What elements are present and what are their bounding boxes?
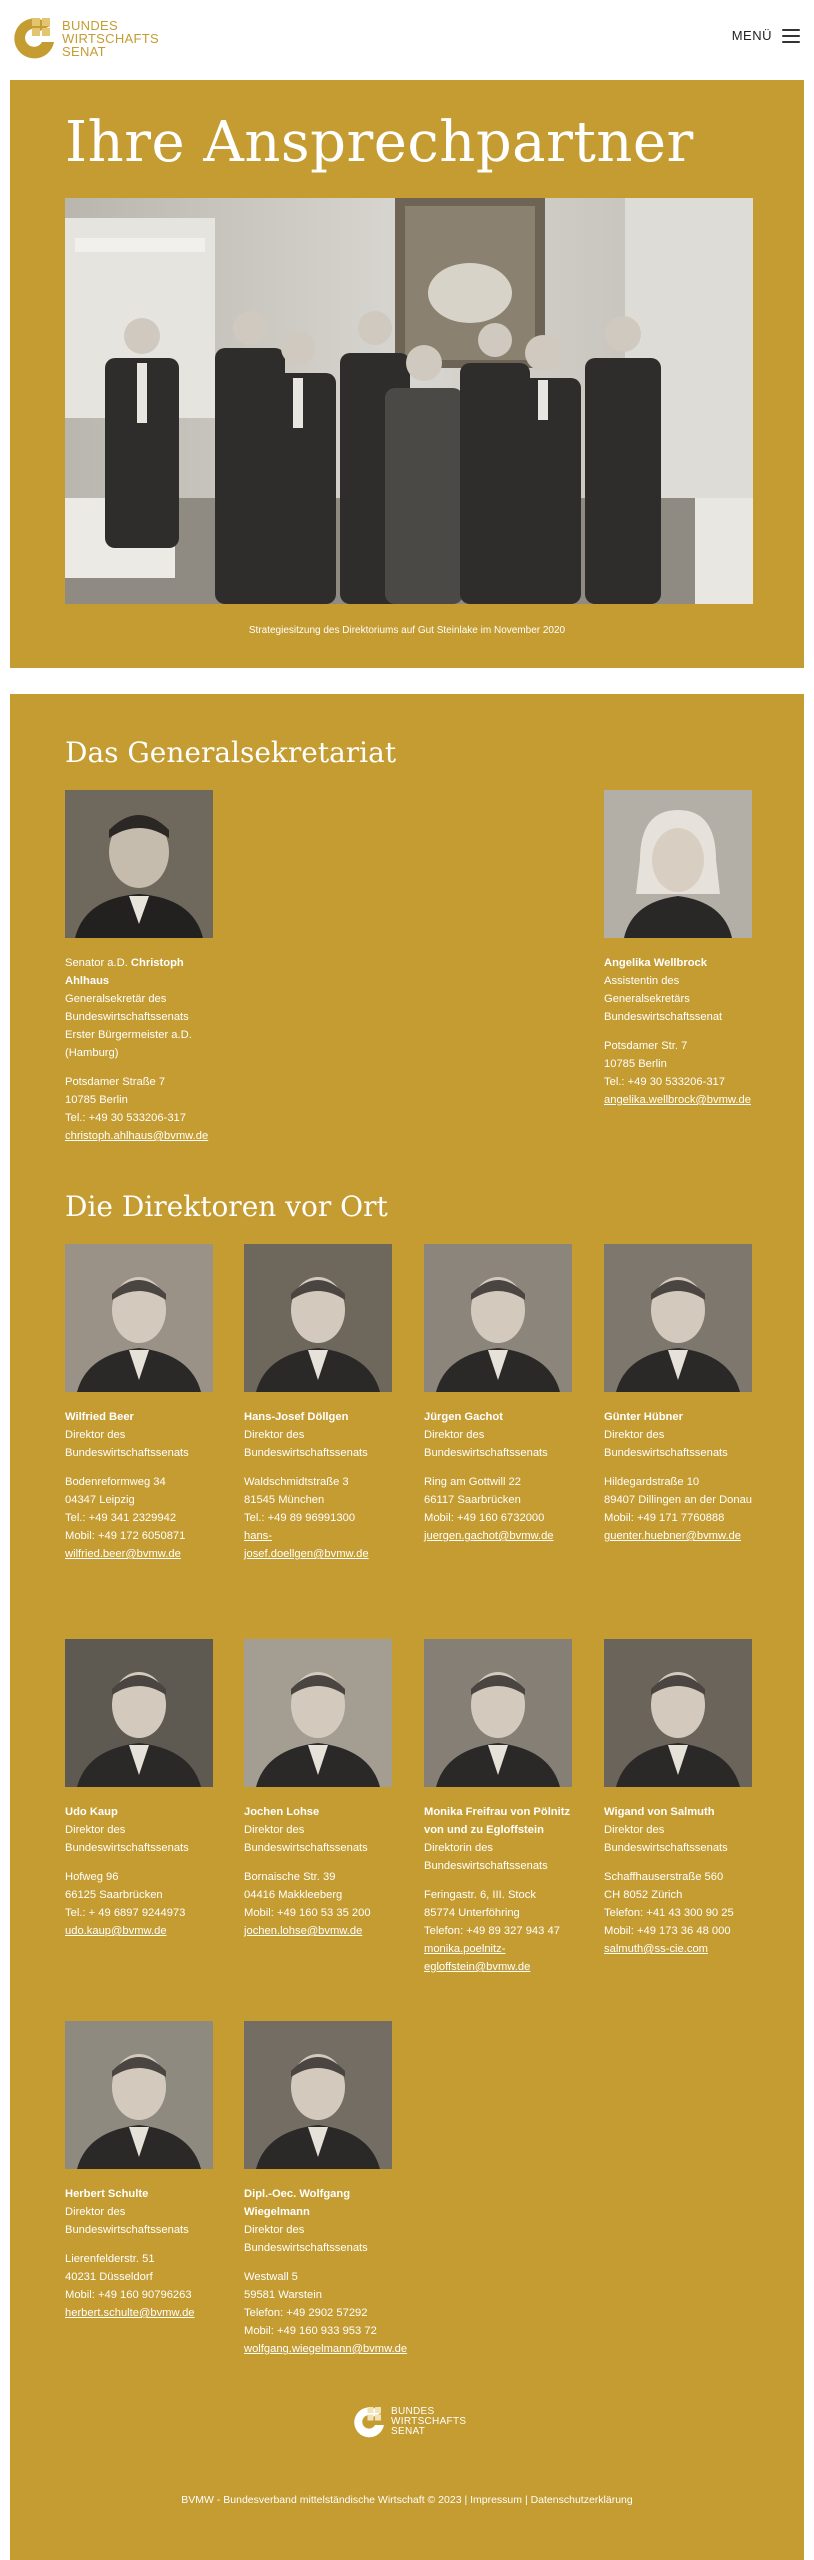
person-contact-line: Mobil: +49 160 6732000 xyxy=(424,1512,545,1524)
logo-line-1: BUNDES xyxy=(62,17,118,33)
person-info xyxy=(65,1408,215,1563)
person-role: Direktor des Bundeswirtschaftssenats xyxy=(244,2224,368,2254)
person-info xyxy=(424,1803,574,1976)
person-email-link[interactable]: jochen.lohse@bvmw.de xyxy=(244,1925,363,1937)
logo-line-2: WIRTSCHAFTS xyxy=(62,30,159,46)
person-address-street: Potsdamer Straße 7 xyxy=(65,1076,166,1088)
person-name: Christoph Ahlhaus xyxy=(65,957,184,987)
person-contact-line: 66117 Saarbrücken xyxy=(424,1494,521,1506)
director-card xyxy=(65,2021,215,2322)
person-role: Direktor des Bundeswirtschaftssenats xyxy=(604,1824,728,1854)
footer-text[interactable]: BVMW - Bundesverband mittelständische Wirtschaft © 2023 | Impressum | Datenschutzerklärung xyxy=(181,2494,633,2506)
person-contact-line: 04416 Makkleeberg xyxy=(244,1889,343,1901)
group-photo xyxy=(65,198,753,604)
logo-wordmark xyxy=(391,2407,466,2437)
director-card xyxy=(424,1244,574,1545)
person-contact-line: 89407 Dillingen an der Donau xyxy=(604,1494,753,1506)
person-contact-line: Telefon: +49 89 327 943 47 xyxy=(424,1925,560,1937)
person-info xyxy=(604,1803,754,1958)
logo-line-1: BUNDES xyxy=(391,2406,435,2417)
person-contact-line: Mobil: +49 171 7760888 xyxy=(604,1512,725,1524)
person-card-wellbrock xyxy=(604,790,754,1109)
person-phone: Tel.: +49 30 533206-317 xyxy=(65,1112,186,1124)
page-title: Ihre Ansprechpartner xyxy=(65,110,694,175)
person-role: Direktor des Bundeswirtschaftssenats xyxy=(244,1824,368,1854)
person-name: Udo Kaup xyxy=(65,1806,118,1818)
person-contact-line: Telefon: +41 43 300 90 25 xyxy=(604,1907,734,1919)
person-email-link[interactable]: monika.poelnitz-egloffstein@bvmw.de xyxy=(424,1943,531,1973)
person-contact-line: Mobil: +49 160 90796263 xyxy=(65,2289,192,2301)
director-card xyxy=(65,1639,215,1940)
portrait-photo xyxy=(424,1639,572,1787)
generalsekretariat-title: Das Generalsekretariat xyxy=(65,736,397,769)
portrait-photo xyxy=(604,1639,752,1787)
person-contact-line: Mobil: +49 173 36 48 000 xyxy=(604,1925,731,1937)
person-email-link[interactable]: salmuth@ss-cie.com xyxy=(604,1943,708,1955)
person-contact-line: Tel.: + 49 6897 9244973 xyxy=(65,1907,186,1919)
person-role: Generalsekretär des Bundeswirtschaftssenats Erster Bürgermeister a.D. (Hamburg) xyxy=(65,993,192,1059)
person-role: Direktor des Bundeswirtschaftssenats xyxy=(244,1429,368,1459)
direktoren-title: Die Direktoren vor Ort xyxy=(65,1190,388,1223)
person-contact-line: 81545 München xyxy=(244,1494,325,1506)
photo-caption: Strategiesitzung des Direktoriums auf Gut Steinlake im November 2020 xyxy=(248,625,566,636)
person-contact-line: Ring am Gottwill 22 xyxy=(424,1476,521,1488)
person-contact-line: Mobil: +49 172 6050871 xyxy=(65,1530,186,1542)
person-contact-line: Westwall 5 xyxy=(244,2271,298,2283)
person-name: Günter Hübner xyxy=(604,1411,683,1423)
portrait-photo xyxy=(65,790,213,938)
portrait-photo xyxy=(244,2021,392,2169)
person-card-ahlhaus xyxy=(65,790,215,1145)
hero-section xyxy=(10,80,804,668)
person-contact-line: Mobil: +49 160 933 953 72 xyxy=(244,2325,377,2337)
senat-logo-icon xyxy=(10,14,58,62)
director-card xyxy=(424,1639,574,1976)
person-contact-line: Hildegardstraße 10 xyxy=(604,1476,700,1488)
person-info xyxy=(244,1408,394,1563)
person-contact-line: 85774 Unterföhring xyxy=(424,1907,520,1919)
person-address-street: Potsdamer Str. 7 xyxy=(604,1040,688,1052)
logo-line-3: SENAT xyxy=(391,2426,426,2437)
portrait-photo xyxy=(424,1244,572,1392)
person-info xyxy=(65,954,215,1145)
site-header xyxy=(0,0,814,80)
person-info xyxy=(604,954,754,1109)
person-name-prefix: Senator a.D. xyxy=(65,957,131,969)
person-contact-line: Lierenfelderstr. 51 xyxy=(65,2253,155,2265)
portrait-photo xyxy=(604,790,752,938)
person-address-city: 10785 Berlin xyxy=(65,1094,128,1106)
person-email-link[interactable]: wilfried.beer@bvmw.de xyxy=(65,1548,181,1560)
logo-wordmark xyxy=(62,19,159,58)
portrait-photo xyxy=(65,1639,213,1787)
person-role: Direktor des Bundeswirtschaftssenats xyxy=(65,1824,189,1854)
person-info xyxy=(424,1408,574,1545)
person-info xyxy=(65,2185,215,2322)
person-contact-line: CH 8052 Zürich xyxy=(604,1889,683,1901)
portrait-photo xyxy=(244,1639,392,1787)
site-logo[interactable] xyxy=(10,12,159,64)
person-contact-line: Bornaische Str. 39 xyxy=(244,1871,336,1883)
person-role: Direktor des Bundeswirtschaftssenats xyxy=(424,1429,548,1459)
person-contact-line: 59581 Warstein xyxy=(244,2289,322,2301)
logo-line-3: SENAT xyxy=(62,43,106,59)
person-name: Monika Freifrau von Pölnitz von und zu Egloffstein xyxy=(424,1806,571,1836)
person-email-link[interactable]: juergen.gachot@bvmw.de xyxy=(424,1530,554,1542)
person-info xyxy=(244,2185,408,2358)
person-name: Hans-Josef Döllgen xyxy=(244,1411,349,1423)
director-card xyxy=(244,2021,408,2358)
person-email-link[interactable]: wolfgang.wiegelmann@bvmw.de xyxy=(244,2343,408,2355)
person-name: Wigand von Salmuth xyxy=(604,1806,715,1818)
person-contact-line: Tel.: +49 89 96991300 xyxy=(244,1512,356,1524)
person-email-link[interactable]: udo.kaup@bvmw.de xyxy=(65,1925,167,1937)
menu-label: MENÜ xyxy=(731,28,772,43)
person-contact-line: Waldschmidtstraße 3 xyxy=(244,1476,349,1488)
person-name: Jochen Lohse xyxy=(244,1806,320,1818)
person-name: Dipl.-Oec. Wolfgang Wiegelmann xyxy=(244,2188,351,2218)
person-contact-line: Hofweg 96 xyxy=(65,1871,119,1883)
person-name: Angelika Wellbrock xyxy=(604,957,707,969)
logo-line-2: WIRTSCHAFTS xyxy=(391,2416,467,2427)
director-card xyxy=(65,1244,215,1563)
portrait-photo xyxy=(65,2021,213,2169)
person-name: Jürgen Gachot xyxy=(424,1411,503,1423)
person-role: Direktor des Bundeswirtschaftssenats xyxy=(65,1429,189,1459)
person-name: Wilfried Beer xyxy=(65,1411,134,1423)
person-email-link[interactable]: herbert.schulte@bvmw.de xyxy=(65,2307,195,2319)
person-role: Direktorin des Bundeswirtschaftssenats xyxy=(424,1842,548,1872)
person-email-link[interactable]: angelika.wellbrock@bvmw.de xyxy=(604,1094,751,1106)
person-contact-line: 04347 Leipzig xyxy=(65,1494,135,1506)
person-contact-line: 40231 Düsseldorf xyxy=(65,2271,153,2283)
team-section xyxy=(10,694,804,2560)
person-contact-line: Tel.: +49 341 2329942 xyxy=(65,1512,177,1524)
director-card xyxy=(604,1244,754,1545)
person-role: Direktor des Bundeswirtschaftssenats xyxy=(65,2206,189,2236)
person-info xyxy=(244,1803,394,1940)
director-card xyxy=(244,1639,394,1940)
person-email-link[interactable]: hans-josef.doellgen@bvmw.de xyxy=(244,1530,369,1560)
hamburger-icon xyxy=(782,29,800,43)
person-contact-line: Bodenreformweg 34 xyxy=(65,1476,166,1488)
menu-button[interactable] xyxy=(732,28,800,43)
director-card xyxy=(244,1244,394,1563)
person-phone: Tel.: +49 30 533206-317 xyxy=(604,1076,725,1088)
person-info xyxy=(604,1408,754,1545)
person-contact-line: Feringastr. 6, III. Stock xyxy=(424,1889,536,1901)
person-role: Direktor des Bundeswirtschaftssenats xyxy=(604,1429,728,1459)
person-contact-line: Telefon: +49 2902 57292 xyxy=(244,2307,368,2319)
portrait-photo xyxy=(604,1244,752,1392)
person-address-city: 10785 Berlin xyxy=(604,1058,667,1070)
person-email-link[interactable]: christoph.ahlhaus@bvmw.de xyxy=(65,1130,209,1142)
person-email-link[interactable]: guenter.huebner@bvmw.de xyxy=(604,1530,741,1542)
footer-logo[interactable] xyxy=(351,2402,467,2442)
portrait-photo xyxy=(244,1244,392,1392)
person-contact-line: Schaffhauserstraße 560 xyxy=(604,1871,724,1883)
person-contact-line: 66125 Saarbrücken xyxy=(65,1889,163,1901)
person-name: Herbert Schulte xyxy=(65,2188,149,2200)
person-role: Assistentin des Generalsekretärs Bundeswirtschaftssenat xyxy=(604,975,723,1023)
director-card xyxy=(604,1639,754,1958)
portrait-photo xyxy=(65,1244,213,1392)
person-info xyxy=(65,1803,215,1940)
person-contact-line: Mobil: +49 160 53 35 200 xyxy=(244,1907,371,1919)
senat-logo-icon xyxy=(351,2404,387,2440)
